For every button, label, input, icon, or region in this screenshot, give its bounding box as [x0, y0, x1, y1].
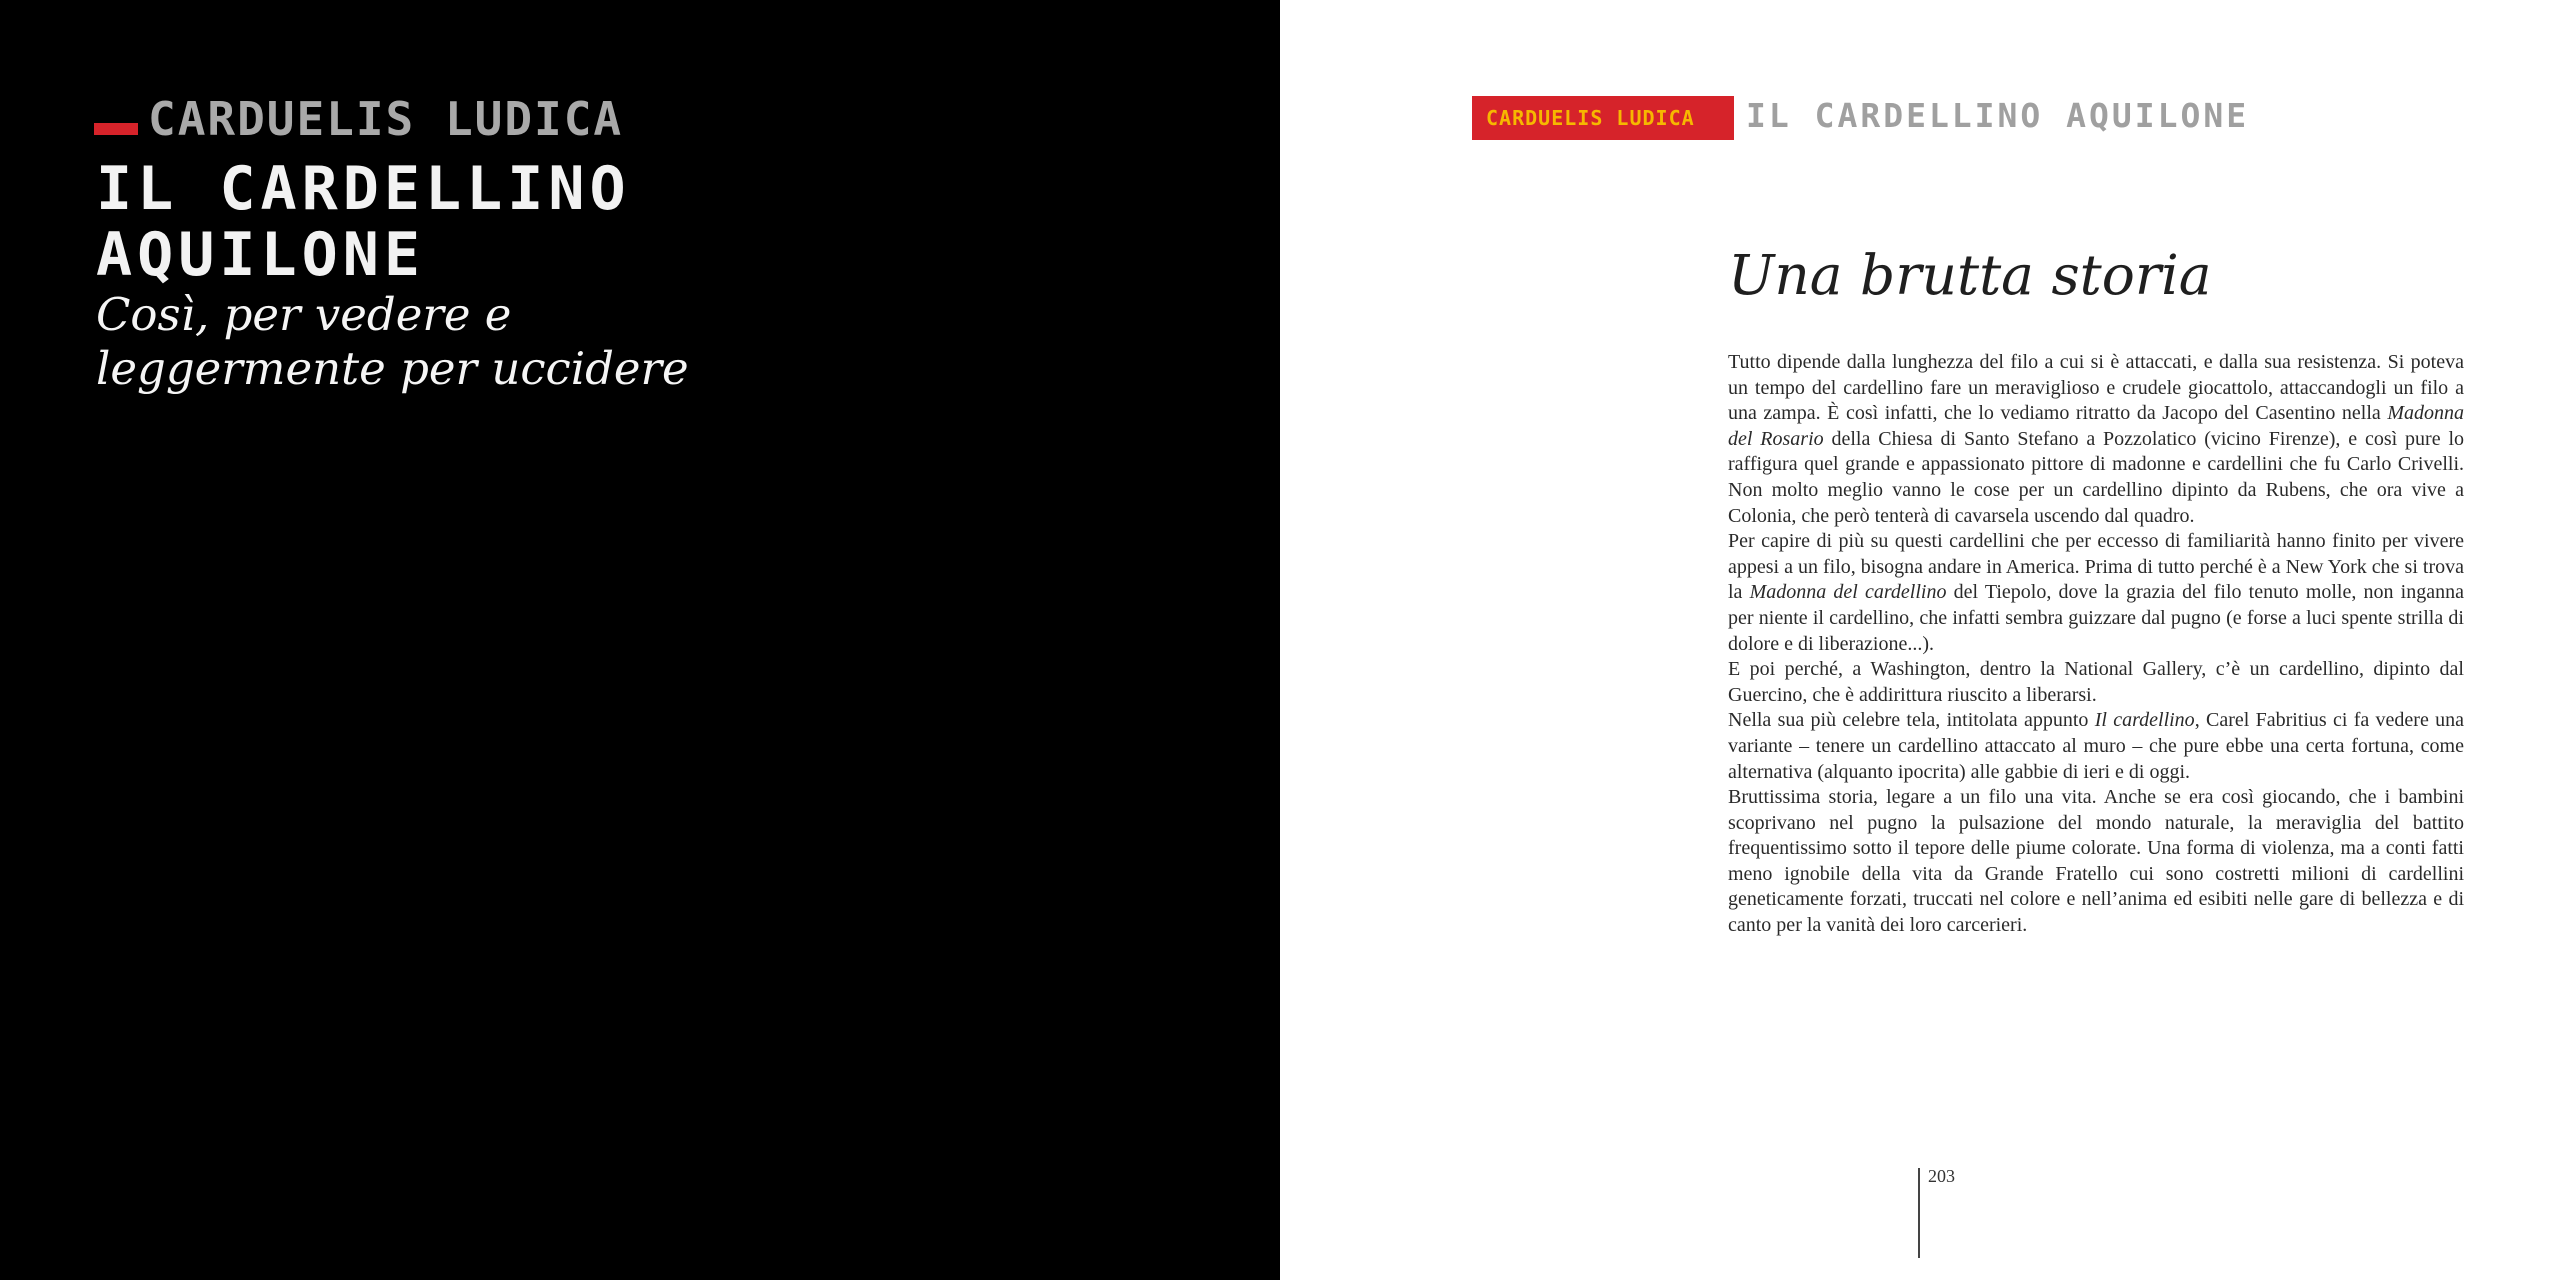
title-line-1: IL CARDELLINO: [96, 154, 631, 224]
paragraph-4: Nella sua più celebre tela, intitolata appunto Il cardellino, Carel Fabritius ci fa vedere una variante – tenere un cardellino attaccato al muro – che pure ebbe una certa fortuna, come alternativa (alquanto ipocrita) alle gabbie di ieri e di oggi.: [1728, 709, 2465, 783]
page-number: 203: [1928, 1166, 1955, 1186]
subtitle-line-2: leggermente per uccidere: [96, 342, 689, 395]
running-head-title: IL CARDELLINO AQUILONE: [1746, 96, 2250, 135]
red-accent-dash: [94, 123, 138, 135]
paragraph-2: Per capire di più su questi cardellini che per eccesso di familiarità hanno finito per vivere appesi a un filo, bisogna andare in America. Prima di tutto perché è a New York che si trova la Madonna del cardellino del Tiepolo, dove la grazia del filo tenuto molle, non inganna per niente il cardellino, che infatti sembra guizzare dal pugno (e forse a luci spente strilla di dolore e di liberazione...).: [1728, 530, 2464, 655]
section-kicker: CARDUELIS LUDICA: [148, 92, 624, 146]
running-head-badge: [1472, 96, 1734, 140]
body-text: [1728, 350, 2464, 939]
badge-label: CARDUELIS LUDICA: [1486, 106, 1695, 130]
paragraph-5: Bruttissima storia, legare a un filo una vita. Anche se era così giocando, che i bambini scoprivano nel pugno la pulsazione del mondo naturale, la meraviglia del battito frequentissimo sotto il tepore delle piume colorate. Una forma di violenza, ma a conti fatti meno ignobile della vita da Grande Fratello cui sono costretti milioni di cardellini geneticamente forzati, truccati nel colore e nell’anima ed esibiti nelle gare di bellezza e di canto per la vanità dei loro carcerieri.: [1728, 786, 2464, 937]
paragraph-1: Tutto dipende dalla lunghezza del filo a cui si è attaccati, e dalla sua resistenza. Si poteva un tempo del cardellino fare un meraviglioso e crudele giocattolo, attaccandogli un filo a una zampa. È così infatti, che lo vediamo ritratto da Jacopo del Casentino nella Madonna del Rosario della Chiesa di Santo Stefano a Pozzolatico (vicino Firenze), e così pure lo raffigura quel grande e appassionato pittore di madonne e cardellini che fu Carlo Crivelli. Non molto meglio vanno le cose per un cardellino dipinto da Rubens, che ora vive a Colonia, che però tenterà di cavarsela uscendo dal quadro.: [1728, 351, 2464, 527]
paragraph-3: E poi perché, a Washington, dentro la National Gallery, c’è un cardellino, dipinto dal Guercino, che è addirittura riuscito a liberarsi.: [1728, 658, 2464, 706]
chapter-opener-subtitle: [96, 288, 736, 396]
chapter-opener-title: [96, 156, 656, 288]
title-line-2: AQUILONE: [96, 220, 425, 290]
page-title: Una brutta storia: [1728, 243, 2212, 307]
subtitle-line-1: Così, per vedere e: [96, 288, 512, 341]
page-number-rule: [1918, 1168, 1920, 1258]
